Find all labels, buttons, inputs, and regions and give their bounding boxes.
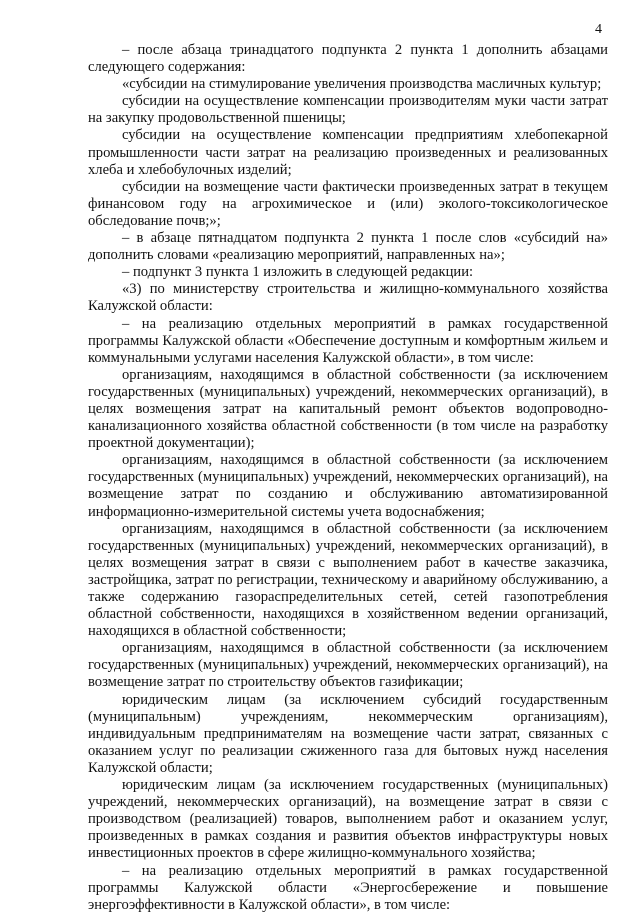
paragraph: организациям, находящимся в областной собственности (за исключением государственных (муниципальных) учреждений, некоммерческих организаций), на возмещение затрат по строительству объектов газификации; xyxy=(88,640,608,691)
paragraph: «3) по министерству строительства и жилищно-коммунального хозяйства Калужской области: xyxy=(88,281,608,315)
paragraph: организациям, находящимся в областной собственности (за исключением государственных (муниципальных) учреждений, некоммерческих организаций), в целях возмещения затрат на капитальный ремонт объектов водопроводно-канализационного хозяйства областной собственности (в том числе на разработку проектной документации); xyxy=(88,366,608,452)
paragraph: «субсидии на стимулирование увеличения производства масличных культур; xyxy=(122,76,602,93)
paragraph: субсидии на осуществление компенсации производителям муки части затрат на закупку продовольственной пшеницы; xyxy=(88,93,608,127)
paragraph: организациям, находящимся в областной собственности (за исключением государственных (муниципальных) учреждений, некоммерческих организаций), в целях возмещения затрат в связи с выполнением работ в качестве заказчика, застройщика, затрат по регистрации, техническому и аварийному обслуживанию, а также содержанию газораспределительных сетей, сетей газопотребления областной собственности, находящихся в хозяйственном ведении организаций, находящихся в областной собственности; xyxy=(88,520,608,640)
paragraph: – на реализацию отдельных мероприятий в рамках государственной программы Калужской области «Обеспечение доступным и комфортным жильем и коммунальными услугами населения Калужской области», в том числе: xyxy=(88,315,608,366)
paragraph: юридическим лицам (за исключением субсидий государственным (муниципальным) учреждениям, некоммерческим организациям), индивидуальным предпринимателям на возмещение части затрат, связанных с оказанием услуг по реализации сжиженного газа для бытовых нужд населения Калужской области; xyxy=(88,691,608,776)
page-number: 4 xyxy=(595,22,602,37)
paragraph: субсидии на осуществление компенсации предприятиям хлебопекарной промышленности части затрат на реализацию произведенных и реализованных хлеба и хлебобулочных изделий; xyxy=(88,127,608,178)
paragraph: – в абзаце пятнадцатом подпункта 2 пункта 1 после слов «субсидий на» дополнить словами «реализацию мероприятий, направленных на»; xyxy=(88,230,608,264)
paragraph: юридическим лицам (за исключением государственных (муниципальных) учреждений, некоммерческих организаций), на возмещение затрат в связи с производством (реализацией) товаров, выполнением работ и оказанием услуг, произведенных в рамках создания и развития объектов инфраструктуры новых инвестиционных проектов в сфере жилищно-коммунального хозяйства; xyxy=(88,777,608,862)
paragraph: – подпункт 3 пункта 1 изложить в следующей редакции: xyxy=(122,264,474,281)
document-body xyxy=(88,42,608,914)
paragraph: субсидии на возмещение части фактически произведенных затрат в текущем финансовом году на агрохимическое и (или) эколого-токсикологическое обследование почв;»; xyxy=(88,178,608,229)
paragraph: – после абзаца тринадцатого подпункта 2 пункта 1 дополнить абзацами следующего содержания: xyxy=(88,42,608,76)
paragraph: – на реализацию отдельных мероприятий в рамках государственной программы Калужской области «Энергосбережение и повышение энергоэффективности в Калужской области», в том числе: xyxy=(88,862,608,913)
paragraph: организациям, находящимся в областной собственности (за исключением государственных (муниципальных) учреждений, некоммерческих организаций), на возмещение затрат по созданию и обслуживанию автоматизированной информационно-измерительной системы учета водоснабжения; xyxy=(88,452,608,520)
